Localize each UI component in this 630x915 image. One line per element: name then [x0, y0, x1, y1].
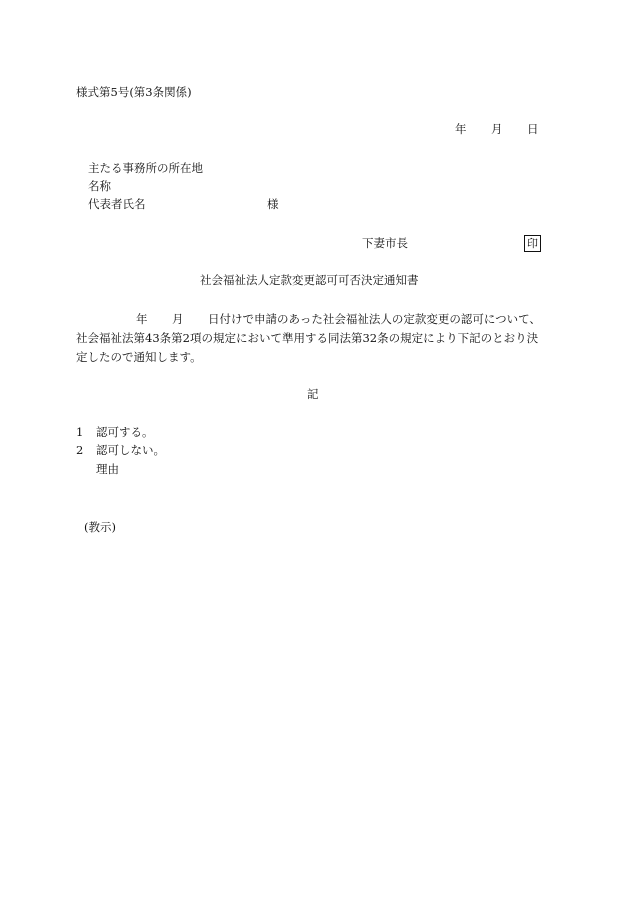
body-line-1: 日付けで申請のあった社会福祉法人の定款変更の認可について、	[208, 312, 541, 326]
item-1-text: 認可する。	[96, 425, 154, 439]
item-1-number: 1	[76, 425, 84, 439]
date-day: 日	[527, 122, 539, 136]
body-year: 年	[136, 312, 148, 326]
address-label: 主たる事務所の所在地	[88, 161, 203, 175]
document-title: 社会福祉法人定款変更認可可否決定通知書	[200, 273, 419, 287]
reason-label: 理由	[96, 462, 119, 476]
date-year: 年	[455, 122, 467, 136]
form-number: 様式第5号(第3条関係)	[76, 85, 192, 99]
name-label: 名称	[88, 179, 111, 193]
honorific: 様	[267, 197, 279, 211]
item-2-number: 2	[76, 443, 84, 457]
seal-box: 印	[524, 235, 541, 252]
date-month: 月	[491, 122, 503, 136]
notice-label: (教示)	[84, 520, 116, 534]
issuer-title: 下妻市長	[362, 236, 408, 250]
ki-heading: 記	[307, 387, 319, 401]
body-line-2: 社会福祉法第43条第2項の規定において準用する同法第32条の規定により下記のとおり決	[76, 331, 539, 345]
body-line-3: 定したので通知します。	[76, 350, 202, 364]
item-2-text: 認可しない。	[96, 443, 165, 457]
representative-label: 代表者氏名	[88, 197, 146, 211]
body-month: 月	[172, 312, 184, 326]
